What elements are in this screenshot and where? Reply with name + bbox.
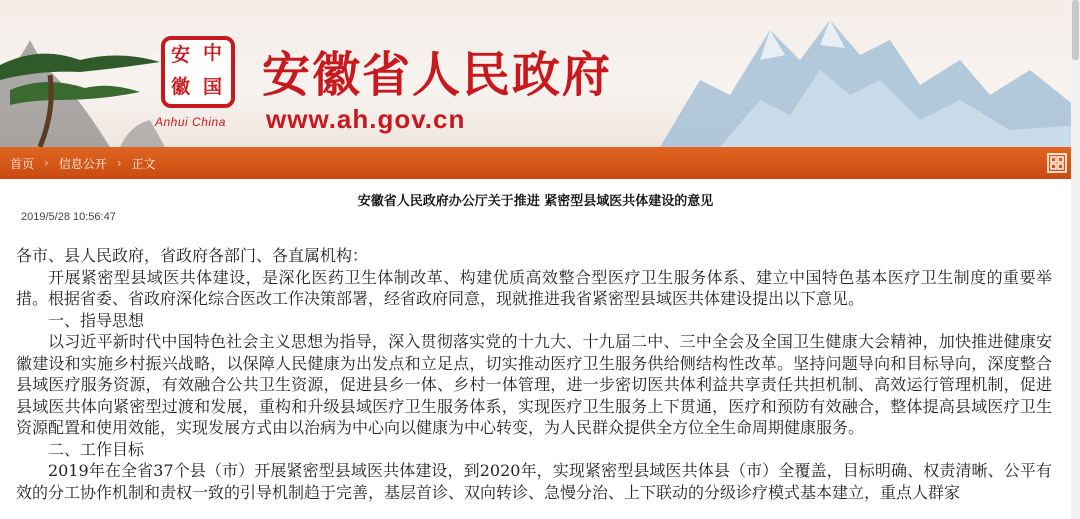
breadcrumb xyxy=(0,147,166,179)
scrollbar-thumb[interactable] xyxy=(1072,0,1079,60)
anhui-seal-logo xyxy=(161,36,235,108)
breadcrumb-home-link[interactable]: 首页 xyxy=(10,156,35,171)
scrollbar-track[interactable] xyxy=(1071,0,1080,519)
breadcrumb-info-link[interactable]: 信息公开 xyxy=(58,156,107,171)
mountain-illustration xyxy=(660,0,1080,147)
article-date: 2019/5/28 10:56:47 xyxy=(21,211,116,223)
site-title: 安徽省人民政府 xyxy=(262,47,613,103)
article-paragraph: 开展紧密型县域医共体建设，是深化医药卫生体制改革、构建优质高效整合型医疗卫生服务体系、建立中国特色基本医疗卫生制度的重要举措。根据省委、省政府深化综合医改工作决策部署，经省政府同意，现就推进我省紧密型县域医共体建设提出以下意见。 xyxy=(16,267,1052,308)
seal-glyph: 中 xyxy=(203,42,223,64)
breadcrumb-separator: › xyxy=(44,156,49,170)
pine-tree-illustration xyxy=(0,20,165,147)
article-paragraph: 2019年在全省37个县（市）开展紧密型县域医共体建设，到2020年，实现紧密型县域医共体县（市）全覆盖，目标明确、权责清晰、公平有效的分工协作机制和责权一致的引导机制趋于完善，基层首诊、双向转诊、急慢分治、上下联动的分级诊疗模式基本建立，重点人群家 xyxy=(16,461,1052,502)
article-paragraph: 以习近平新时代中国特色社会主义思想为指导，深入贯彻落实党的十九大、十九届二中、三中全会及全国卫生健康大会精神，加快推进健康安徽建设和实施乡村振兴战略，以保障人民健康为出发点和立足点，切实推动医疗卫生服务供给侧结构性改革。坚持问题导向和目标导向，深度整合县域医疗服务资源，有效融合公共卫生资源，促进县乡一体、乡村一体管理，进一步密切医共体利益共享责任共担机制、高效运行管理机制，促进县域医共体向紧密型过渡和发展，重构和升级县域医疗卫生服务体系，实现医疗卫生服务上下贯通，医疗和预防有效融合，整体提高县域医疗卫生资源配置和使用效能，实现发展方式由以治病为中心向以健康为中心转变，为人民群众提供全方位全生命周期健康服务。 xyxy=(16,332,1052,437)
breadcrumb-current: 正文 xyxy=(131,156,156,171)
breadcrumb-bar xyxy=(0,147,1071,179)
seal-caption: Anhui China xyxy=(155,115,226,129)
section-heading: 二、工作目标 xyxy=(48,439,145,459)
seal-glyph: 安 xyxy=(171,44,191,66)
site-banner xyxy=(0,0,1080,147)
article-title: 安徽省人民政府办公厅关于推进 紧密型县域医共体建设的意见 xyxy=(357,194,714,209)
article-paragraph: 各市、县人民政府，省政府各部门、各直属机构： xyxy=(16,246,369,265)
seal-glyph: 国 xyxy=(203,76,223,98)
section-heading: 一、指导思想 xyxy=(48,310,145,330)
grid-menu-icon[interactable] xyxy=(1047,153,1067,173)
seal-glyph: 徽 xyxy=(171,76,191,98)
article-body xyxy=(16,245,1052,503)
site-url: www.ah.gov.cn xyxy=(266,104,466,134)
breadcrumb-separator: › xyxy=(116,156,122,170)
